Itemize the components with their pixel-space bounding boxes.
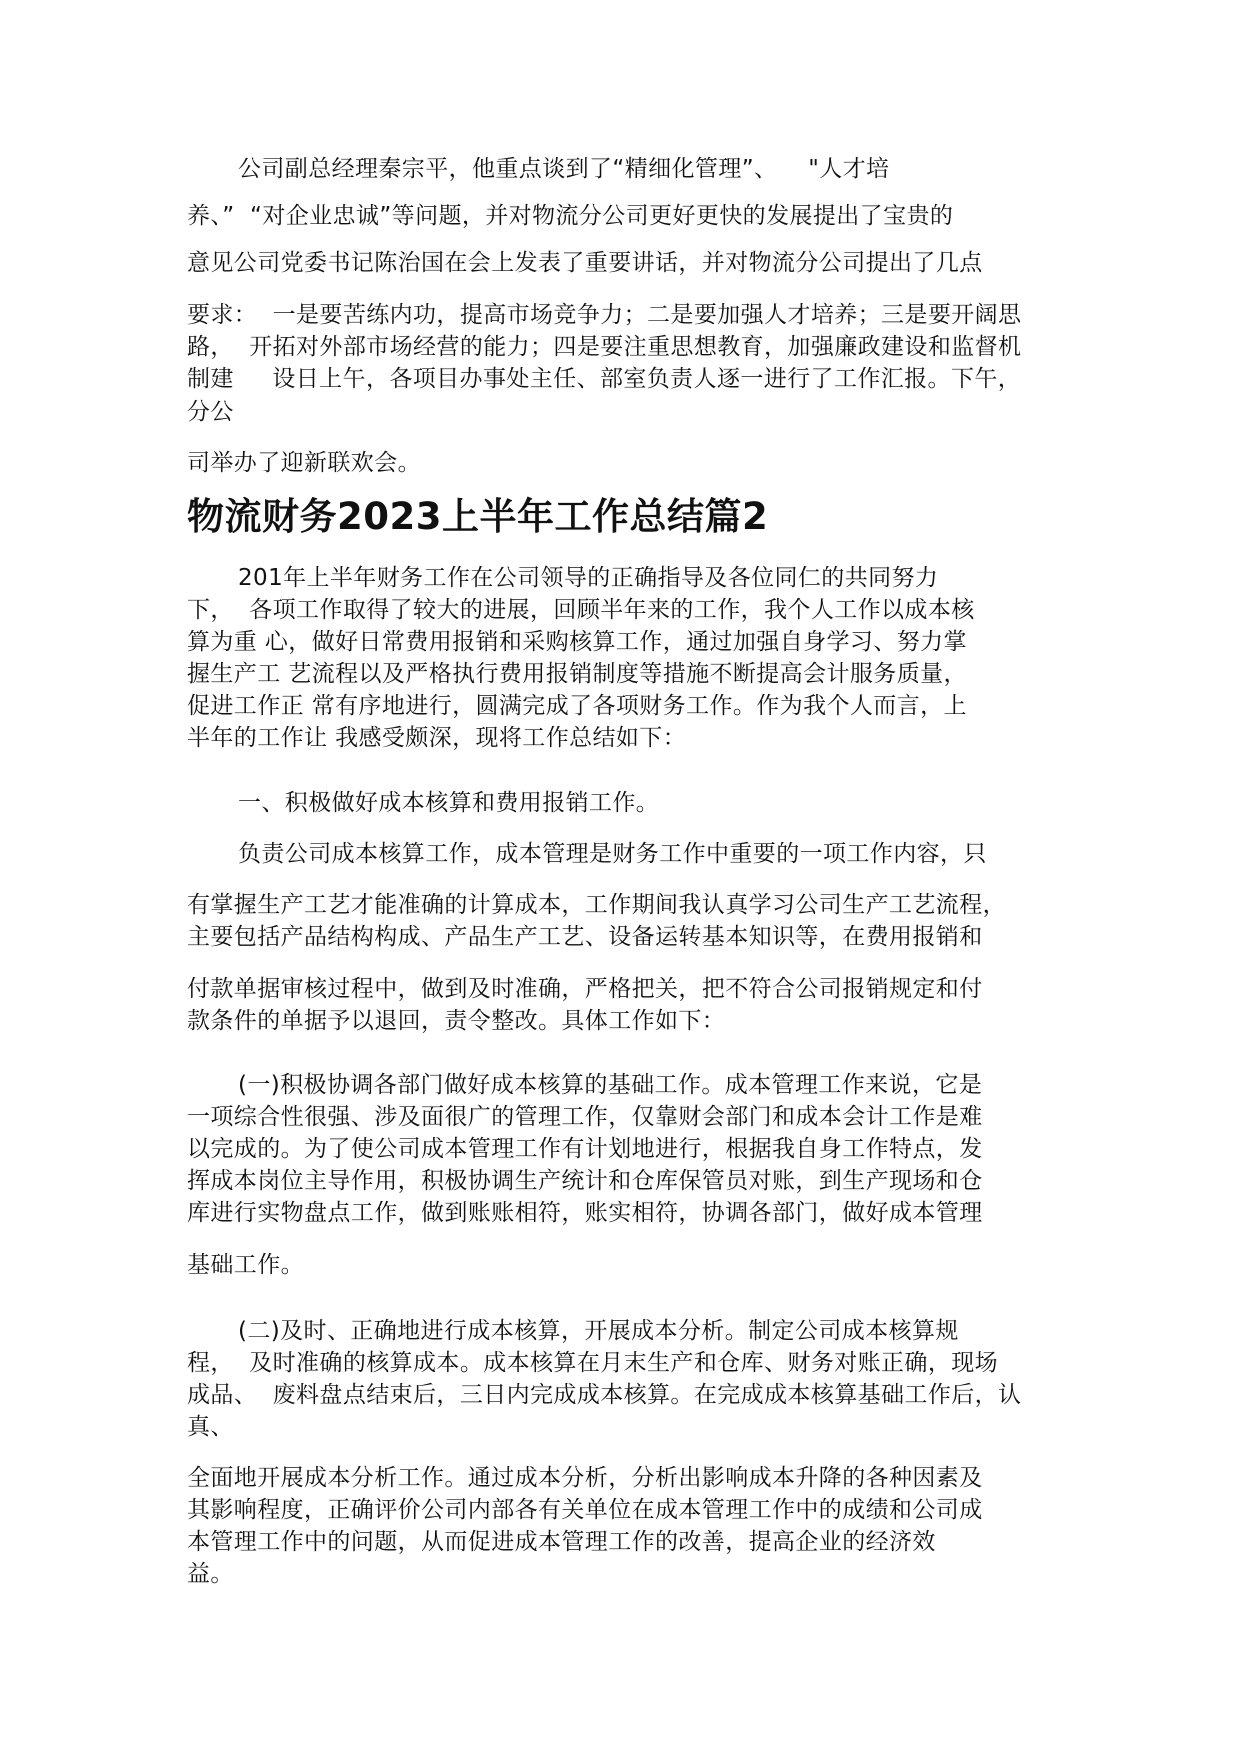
paragraph-line: 半年的工作让 我感受颇深，现将工作总结如下： <box>187 725 687 751</box>
paragraph-line: 本管理工作中的问题，从而促进成本管理工作的改善，提高企业的经济效 <box>187 1529 936 1555</box>
paragraph-line: 程， 及时准确的核算成本。成本核算在月末生产和仓库、财务对账正确，现场 <box>187 1350 999 1376</box>
paragraph-line: 付款单据审核过程中，做到及时准确，严格把关，把不符合公司报销规定和付 <box>187 976 983 1002</box>
paragraph-line: 路， 开拓对外部市场经营的能力；四是要注重思想教育，加强廉政建设和监督机 <box>187 334 1022 360</box>
paragraph-line: 促进工作正 常有序地进行，圆满完成了各项财务工作。作为我个人而言，上 <box>187 693 967 719</box>
paragraph-line: 基础工作。 <box>187 1252 304 1278</box>
paragraph-line: 其影响程度，正确评价公司内部各有关单位在成本管理工作中的成绩和公司成 <box>187 1497 983 1523</box>
paragraph-line: 意见公司党委书记陈治国在会上发表了重要讲话，并对物流分公司提出了几点 <box>187 250 983 276</box>
paragraph-line: 司举办了迎新联欢会。 <box>187 450 421 476</box>
paragraph-line: 养、” “对企业忠诚”等问题，并对物流分公司更好更快的发展提出了宝贵的 <box>187 203 954 229</box>
paragraph-line: 主要包括产品结构构成、产品生产工艺、设备运转基本知识等，在费用报销和 <box>187 924 983 950</box>
paragraph-line: 有掌握生产工艺才能准确的计算成本，工作期间我认真学习公司生产工艺流程， <box>187 892 1006 918</box>
paragraph-line: 下， 各项工作取得了较大的进展，回顾半年来的工作，我个人工作以成本核 <box>187 597 975 623</box>
paragraph-line: 一项综合性很强、涉及面很广的管理工作，仅靠财会部门和成本会计工作是难 <box>187 1104 983 1130</box>
paragraph-line: 以完成的。为了使公司成本管理工作有计划地进行，根据我自身工作特点，发 <box>187 1136 983 1162</box>
paragraph-line: (一)积极协调各部门做好成本核算的基础工作。成本管理工作来说，它是 <box>238 1072 983 1098</box>
paragraph-line: 库进行实物盘点工作，做到账账相符，账实相符，协调各部门，做好成本管理 <box>187 1200 983 1226</box>
paragraph-line: 握生产工 艺流程以及严格执行费用报销制度等措施不断提高会计服务质量， <box>187 661 967 687</box>
paragraph-line: 负责公司成本核算工作，成本管理是财务工作中重要的一项工作内容，只 <box>238 841 987 867</box>
paragraph-line: 201年上半年财务工作在公司领导的正确指导及各位同仁的共同努力 <box>238 565 939 591</box>
paragraph-line: 算为重 心，做好日常费用报销和采购核算工作，通过加强自身学习、努力掌 <box>187 629 967 655</box>
paragraph-line: 挥成本岗位主导作用，积极协调生产统计和仓库保管员对账，到生产现场和仓 <box>187 1168 983 1194</box>
paragraph-line: 成品、 废料盘点结束后，三日内完成成本核算。在完成成本核算基础工作后，认 <box>187 1382 1022 1408</box>
paragraph-line: 制建 设日上午，各项目办事处主任、部室负责人逐一进行了工作汇报。下午， <box>187 366 1022 392</box>
paragraph-line: 款条件的单据予以退回，责令整改。具体工作如下： <box>187 1008 726 1034</box>
paragraph-line: (二)及时、正确地进行成本核算，开展成本分析。制定公司成本核算规 <box>238 1318 959 1344</box>
paragraph-line: 全面地开展成本分析工作。通过成本分析，分析出影响成本升降的各种因素及 <box>187 1465 983 1491</box>
paragraph-line: 真、 <box>187 1414 234 1440</box>
paragraph-line: 要求： 一是要苦练内功，提高市场竞争力；二是要加强人才培养；三是要开阔思 <box>187 302 1022 328</box>
sub-heading: 一、积极做好成本核算和费用报销工作。 <box>238 790 660 816</box>
paragraph-line: 分公 <box>187 399 234 425</box>
section-heading: 物流财务2023上半年工作总结篇2 <box>187 495 769 538</box>
paragraph-line: 公司副总经理秦宗平，他重点谈到了“精细化管理”、 "人才培 <box>238 156 890 182</box>
paragraph-line: 益。 <box>187 1561 234 1587</box>
